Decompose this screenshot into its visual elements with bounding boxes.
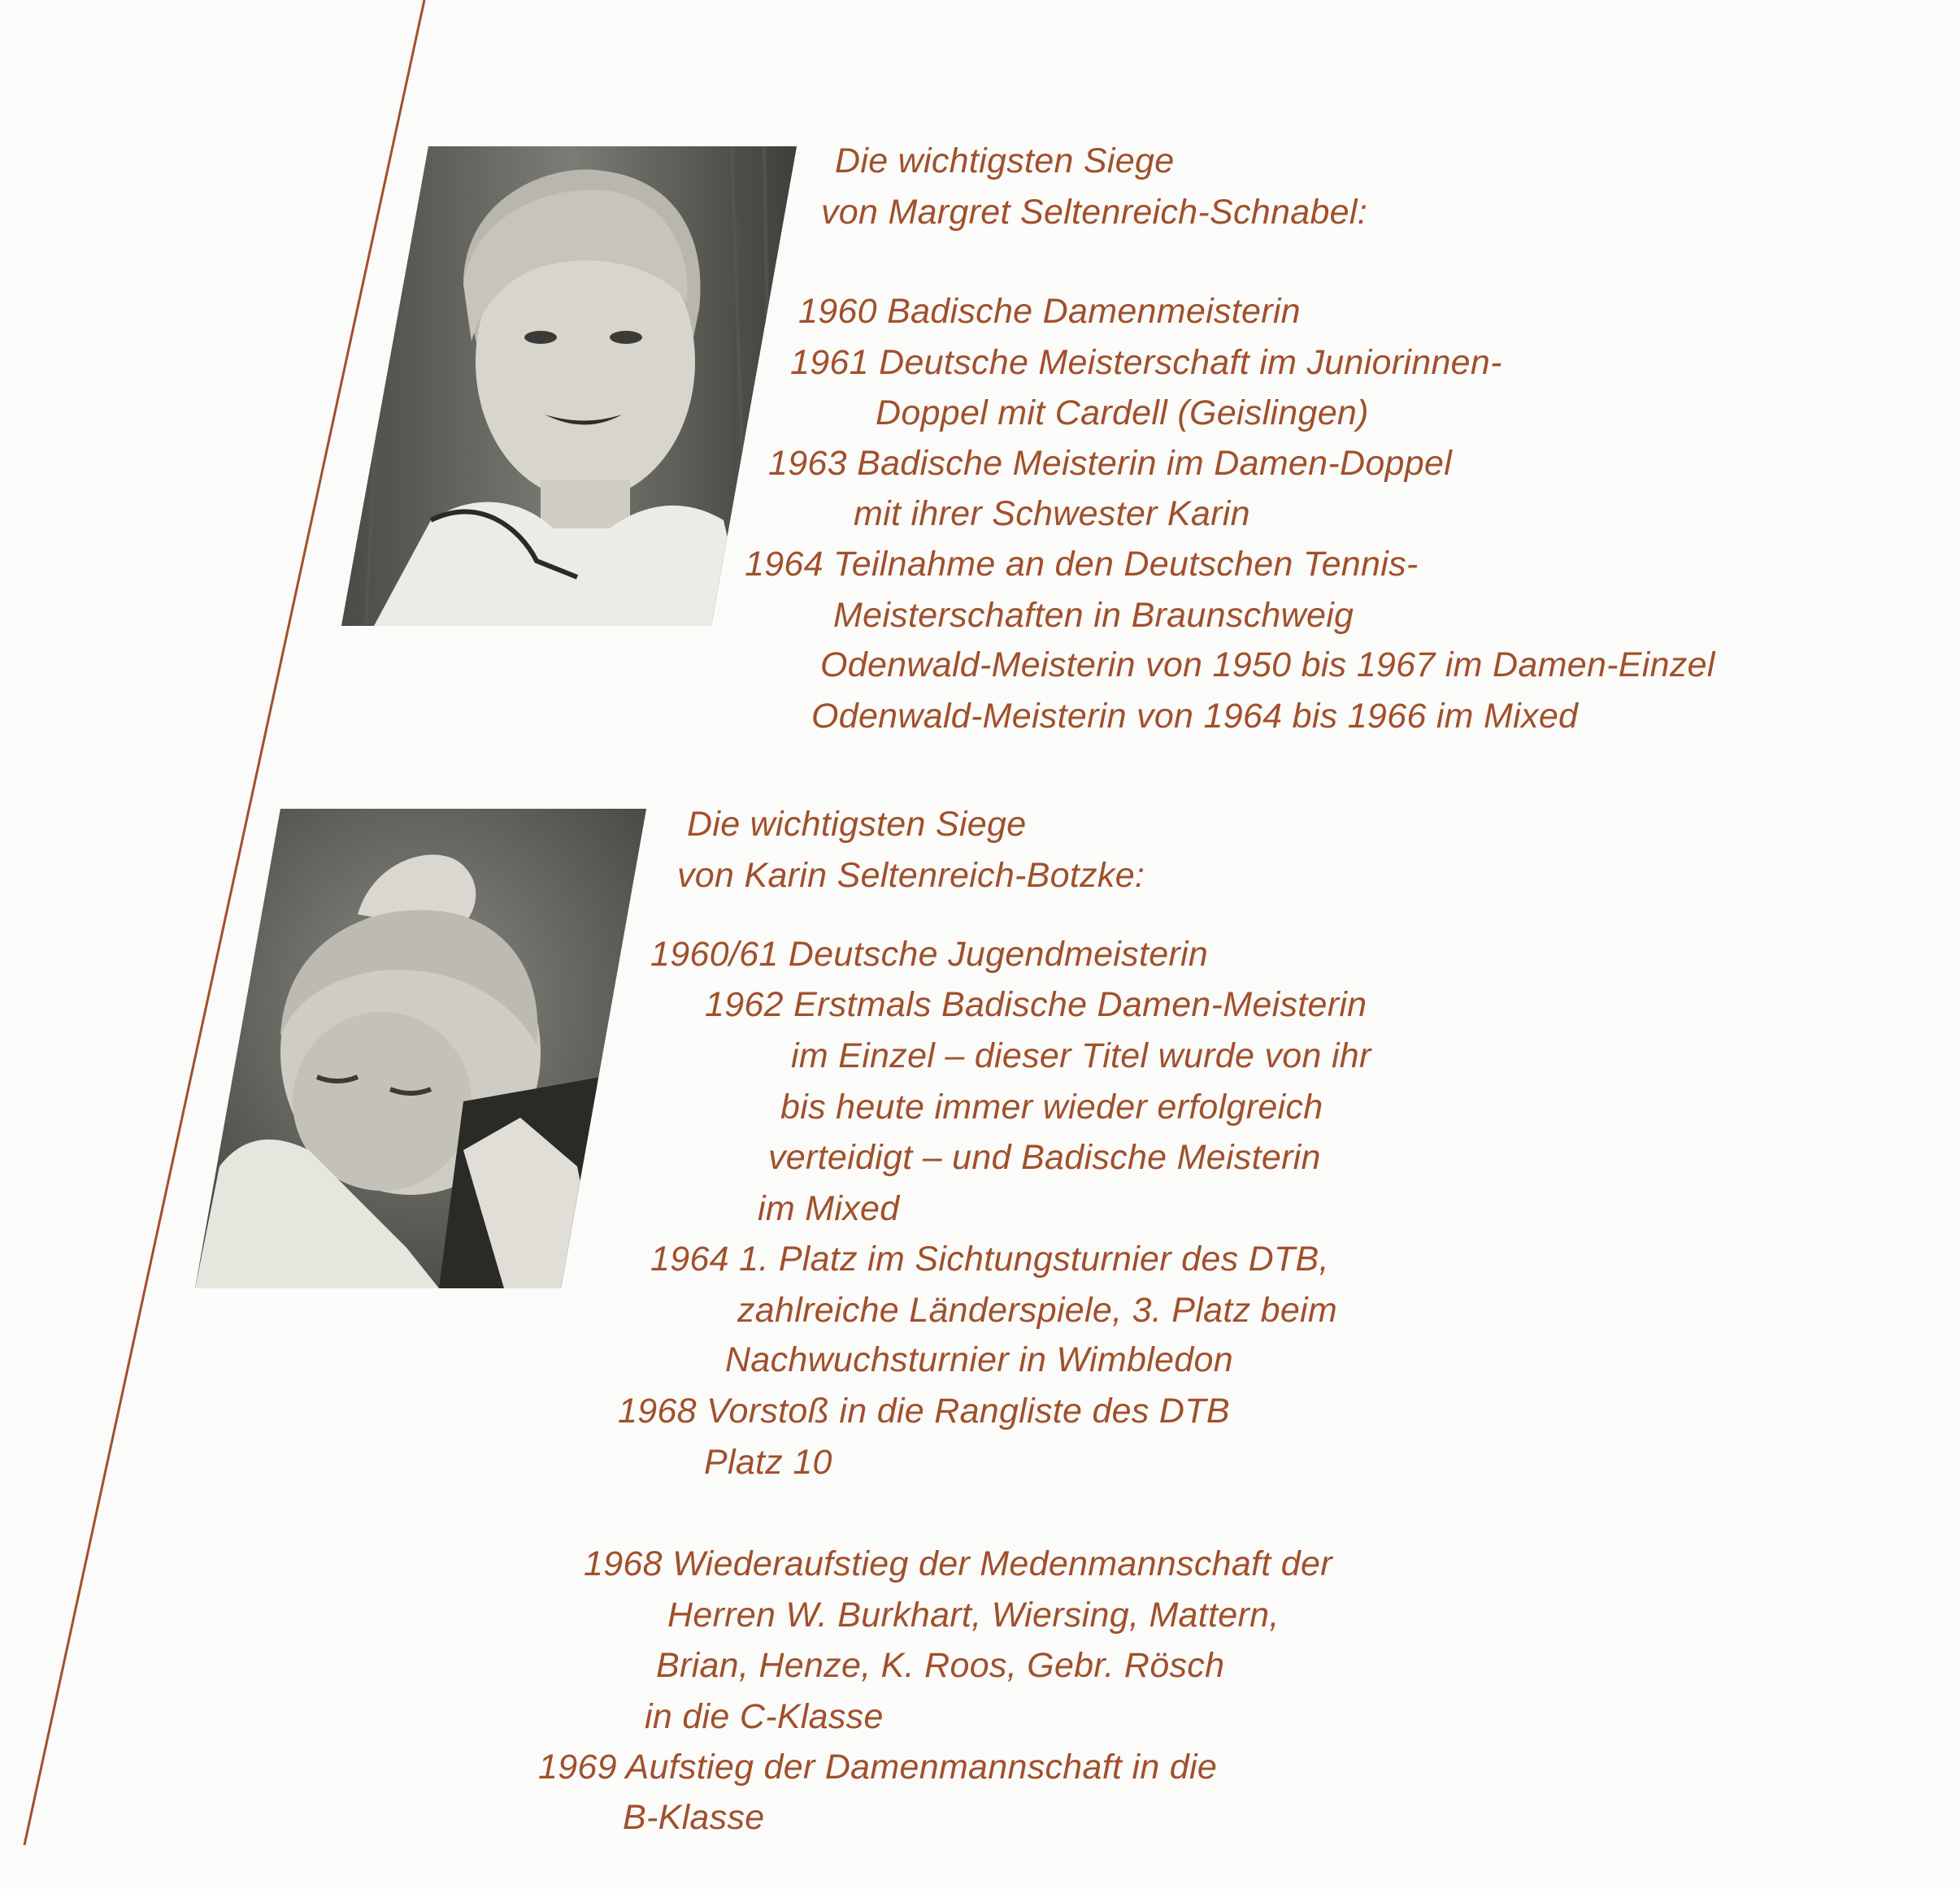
- list-item: mit ihrer Schwester Karin: [854, 494, 1250, 533]
- heading-line-1: Die wichtigsten Siege: [687, 805, 1027, 844]
- list-item: 1964 1. Platz im Sichtungsturnier des DTB,: [650, 1240, 1329, 1279]
- list-item: zahlreiche Länderspiele, 3. Platz beim: [737, 1291, 1338, 1330]
- list-item: 1963 Badische Meisterin im Damen-Doppel: [768, 444, 1453, 483]
- list-item: 1968 Wiederaufstieg der Medenmannschaft der: [584, 1544, 1332, 1583]
- list-item: 1962 Erstmals Badische Damen-Meisterin: [705, 985, 1367, 1024]
- list-item: 1960/61 Deutsche Jugendmeisterin: [650, 935, 1209, 974]
- heading-line-2: von Karin Seltenreich-Botzke:: [677, 856, 1145, 895]
- list-item: Meisterschaften in Braunschweig: [833, 596, 1354, 635]
- list-item: im Mixed: [758, 1189, 900, 1228]
- list-item: Platz 10: [704, 1443, 832, 1482]
- list-item: bis heute immer wieder erfolgreich: [780, 1088, 1323, 1127]
- list-item: verteidigt – und Badische Meisterin: [768, 1138, 1321, 1177]
- list-item: in die C-Klasse: [645, 1697, 884, 1736]
- list-item: 1960 Badische Damenmeisterin: [798, 292, 1301, 331]
- list-item: 1961 Deutsche Meisterschaft im Juniorinnen-: [790, 343, 1502, 382]
- list-item: im Einzel – dieser Titel wurde von ihr: [791, 1036, 1371, 1075]
- heading-line-2: von Margret Seltenreich-Schnabel:: [821, 193, 1367, 232]
- heading-line-1: Die wichtigsten Siege: [835, 141, 1175, 180]
- list-item: 1969 Aufstieg der Damenmannschaft in die: [538, 1748, 1218, 1787]
- list-item: 1968 Vorstoß in die Rangliste des DTB: [618, 1392, 1230, 1431]
- list-item: 1964 Teilnahme an den Deutschen Tennis-: [745, 545, 1419, 584]
- list-item: Herren W. Burkhart, Wiersing, Mattern,: [667, 1596, 1280, 1635]
- list-item: B-Klasse: [623, 1798, 765, 1837]
- list-item: Brian, Henze, K. Roos, Gebr. Rösch: [656, 1646, 1225, 1685]
- list-item: Doppel mit Cardell (Geislingen): [876, 393, 1369, 432]
- list-item: Odenwald-Meisterin von 1950 bis 1967 im Damen-Einzel: [820, 645, 1715, 684]
- list-item: Nachwuchsturnier in Wimbledon: [725, 1340, 1233, 1379]
- list-item: Odenwald-Meisterin von 1964 bis 1966 im Mixed: [811, 697, 1579, 736]
